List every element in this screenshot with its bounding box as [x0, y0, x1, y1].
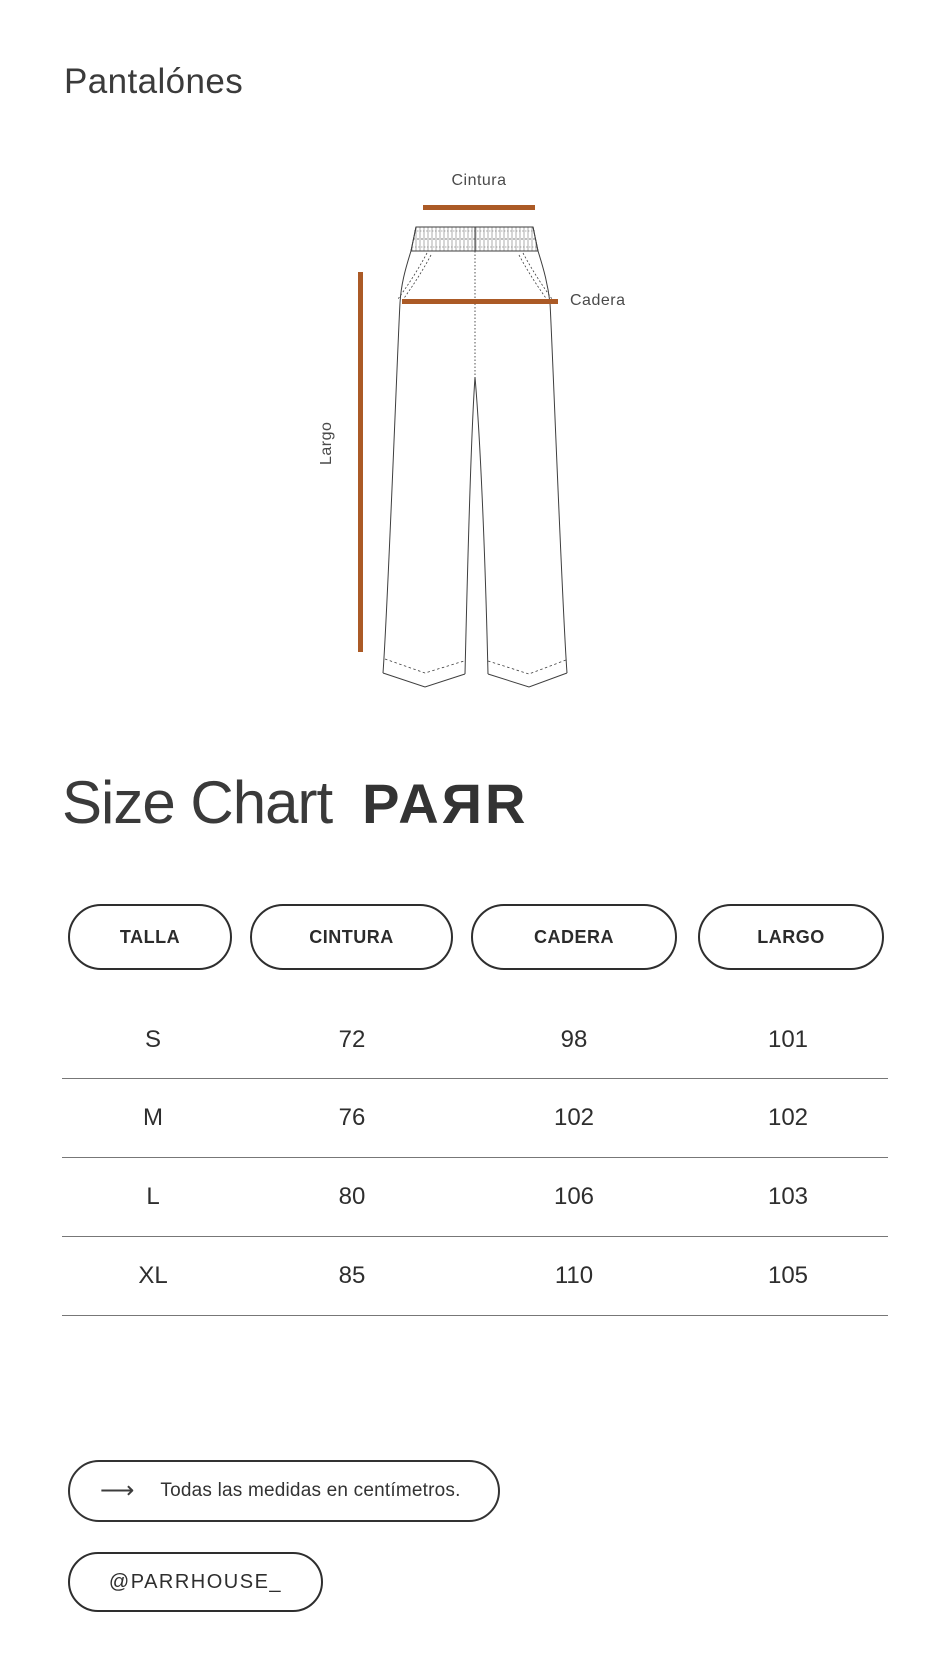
measurement-note-pill: [68, 1460, 500, 1522]
largo-value: 105: [767, 1262, 809, 1289]
column-header-cadera: CADERA: [471, 904, 677, 970]
cadera-value: 98: [560, 1026, 588, 1053]
cintura-value: 72: [338, 1026, 366, 1053]
waist-measure-line: [423, 205, 535, 210]
waist-measure-label: Cintura: [451, 172, 507, 189]
column-header-cintura: CINTURA: [250, 904, 453, 970]
size-value: S: [144, 1026, 161, 1053]
right-arrow-icon: ⟶: [100, 1477, 135, 1504]
measurement-note-text: Todas las medidas en centímetros.: [160, 1480, 461, 1501]
length-measure-line: [358, 272, 363, 652]
column-header-talla: TALLA: [68, 904, 232, 970]
cintura-value: 76: [338, 1104, 366, 1131]
size-table: [62, 971, 888, 1316]
largo-value: 102: [767, 1104, 809, 1131]
largo-value: 101: [767, 1026, 809, 1053]
page-title: Pantalónes: [64, 62, 244, 101]
hip-measure-label: Cadera: [570, 292, 626, 309]
table-row-xl: [62, 1237, 888, 1316]
cadera-value: 106: [553, 1183, 595, 1210]
cadera-value: 102: [553, 1104, 595, 1131]
pants-diagram: [330, 215, 580, 695]
cadera-value: 110: [554, 1262, 594, 1289]
size-chart-heading: [62, 768, 528, 837]
column-header-largo: LARGO: [698, 904, 884, 970]
table-row-m: [62, 1079, 888, 1158]
cintura-value: 85: [338, 1262, 366, 1289]
size-value: XL: [138, 1262, 168, 1289]
cintura-value: 80: [338, 1183, 366, 1210]
table-row-l: [62, 1158, 888, 1237]
hip-measure-line: [402, 299, 558, 304]
largo-value: 103: [767, 1183, 809, 1210]
social-handle-pill[interactable]: @PARRHOUSE_: [68, 1552, 323, 1612]
table-row-s: [62, 971, 888, 1079]
length-measure-label: Largo: [318, 421, 335, 465]
size-chart-heading-text: Size Chart: [62, 769, 333, 836]
brand-logo-text: PAЯR: [362, 772, 529, 835]
size-value: M: [143, 1104, 163, 1131]
size-value: L: [146, 1183, 160, 1210]
